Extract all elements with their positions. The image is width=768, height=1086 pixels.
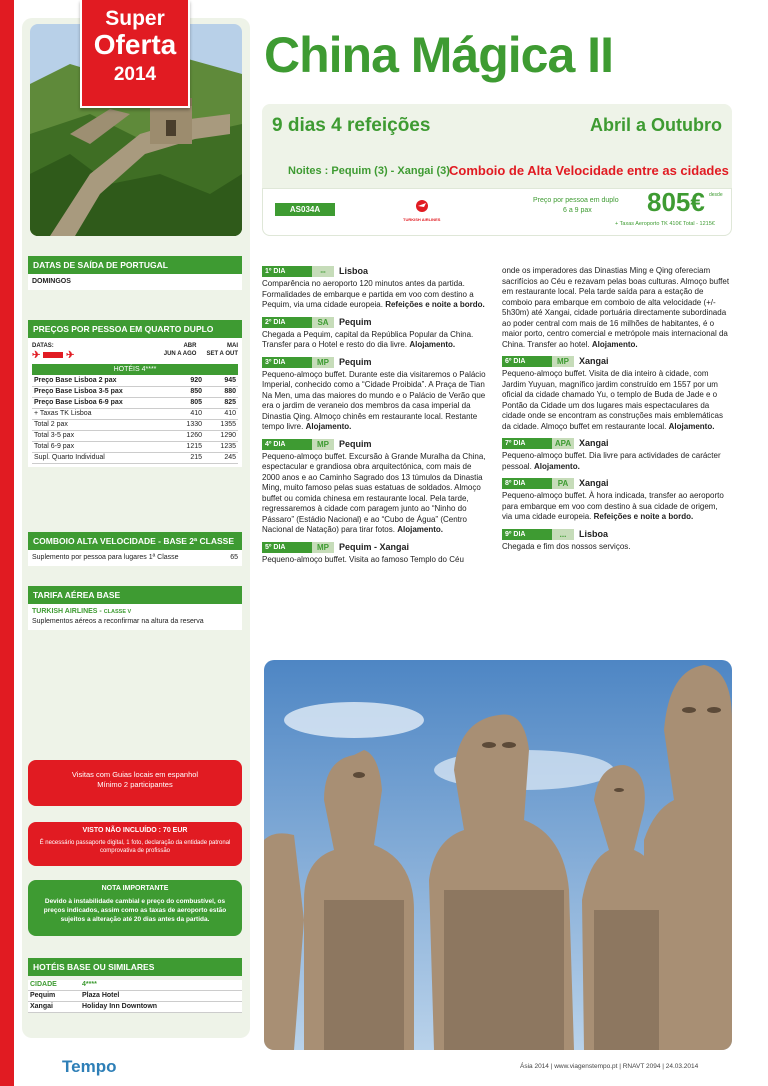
turkish-airlines-icon (412, 200, 432, 212)
col2-bottom: SET A OUT (206, 351, 238, 357)
class-label: CLASSE V (103, 609, 132, 615)
hotel-name: Holiday Inn Downtown (80, 1002, 242, 1013)
trip-code: AS034A (275, 203, 335, 216)
day-number: 7º DIA (502, 438, 552, 449)
section-header: TARIFA AÉREA BASE (28, 586, 242, 604)
day-number: 9º DIA (502, 529, 552, 540)
day-description: Pequeno-almoço buffet. Excursão à Grande Muralha da China, espectacular e grandiosa obra arquitectónica, com mais de 2000 anos e ao Caminho Sagrado dos 13 túmulos da Dinastia Ming, muito famoso pelas suas estatuas de soldados. Almoço buffet ou comida chinesa em restaurante local. Pela tarde, regressaremos à cidade com paragem junto ao “Ninho do Pássaro” (Estádio Nacional) e ao “Cubo de Água” (Centro Nacional de Natação) para tirar fotos. (262, 451, 486, 534)
meal-plan: APA (552, 438, 574, 449)
train-supplement-label: Suplemento por pessoa para lugares 1ª Classe (32, 554, 179, 561)
day-number: 5º DIA (262, 542, 312, 553)
meal-plan: MP (312, 542, 334, 553)
trip-summary-box (262, 104, 732, 236)
itinerary-day (262, 439, 490, 536)
day-number: 2º DIA (262, 317, 312, 328)
price-row-value: 1355 (204, 420, 238, 431)
day-destination: Pequim (339, 438, 372, 449)
day-number: 3º DIA (262, 357, 312, 368)
super-offer-badge (80, 0, 190, 108)
day-destination: Pequim (339, 316, 372, 327)
hotels-subheader: HOTÉIS 4**** (32, 364, 238, 375)
guides-line1: Visitas com Guias locais em espanhol (71, 770, 199, 779)
hotels-col-city: CIDADE (28, 980, 80, 991)
price-row (32, 409, 238, 420)
tempo-logo: Tempo (62, 1057, 117, 1076)
price-row-value: 1260 (170, 431, 204, 442)
section-header: DATAS DE SAÍDA DE PORTUGAL (28, 256, 242, 274)
prices-body (28, 338, 242, 467)
col1-bottom: JUN A AGO (163, 351, 197, 357)
day-destination: Xangai (579, 478, 609, 489)
price-row-value: 1215 (170, 442, 204, 453)
important-note-box (28, 880, 242, 936)
price-row-value: 825 (204, 398, 238, 409)
transport-icons: ✈ ✈ (32, 350, 75, 361)
itinerary-day (502, 438, 730, 472)
col1-top: ABR (183, 343, 197, 349)
day-description: Pequeno-almoço buffet. Durante este dia visitaremos o Palácio Imperial, conhecido como a “Cidade Proibida”. A Praça de Tian Na Men, uma das maiores do mundo e o Palácio de Verão que era o jardim de veraneio dos membros da casa imperial da Dinastia Qing. Almoço chinês em restaurante local. Restante tempo livre. (262, 369, 486, 431)
day-note: Refeições e noite a bordo. (593, 512, 694, 521)
price-row-value: 410 (170, 409, 204, 420)
day-description: Chegada a Pequim, capital da República Popular da China. Transfer para o Hotel e resto do dia livre. (262, 329, 474, 349)
price-value: 805€ (647, 187, 705, 217)
itinerary-day (502, 266, 730, 350)
day-header (502, 438, 730, 449)
visa-title: VISTO NÃO INCLUÍDO : 70 EUR (82, 827, 188, 834)
itinerary-day (502, 478, 730, 523)
day-header (262, 266, 490, 277)
train-supplement-value: 65 (230, 554, 238, 561)
section-header: HOTÉIS BASE OU SIMILARES (28, 958, 242, 976)
meal-plan: PA (552, 478, 574, 489)
day-number: 8º DIA (502, 478, 552, 489)
meal-plan: ... (552, 529, 574, 540)
prices-section (28, 320, 242, 467)
day-description: Comparência no aeroporto 120 minutos antes da partida. Formalidades de embarque e partida em voo com destino a Pequim, via uma cidade europeia. (262, 279, 474, 309)
itinerary-left-column (262, 266, 490, 571)
day-number: 1º DIA (262, 266, 312, 277)
price-row-label: Total 6-9 pax (32, 442, 170, 453)
price-row-value: 215 (170, 453, 204, 464)
page-title: China Mágica II (264, 27, 613, 83)
period: Abril a Outubro (590, 115, 722, 135)
price-desde: desde (709, 192, 723, 198)
itinerary-day (262, 542, 490, 566)
hotels-table (28, 980, 242, 1013)
air-fare-section (28, 586, 242, 630)
day-number: 4º DIA (262, 439, 312, 450)
day-destination: Pequim - Xangai (339, 541, 410, 552)
day-description: Pequeno-almoço buffet. Dia livre para actividades de carácter pessoal. (502, 451, 721, 471)
day-description: Chegada e fim dos nossos serviços. (502, 541, 631, 551)
price-row (32, 420, 238, 431)
day-description: Pequeno-almoço buffet. Visita de dia inteiro à cidade, com Jardim Yuyuan, magnífico jardim construído em 1557 por um oficial da cidade chamado Yu, o templo de Buda de Jade e o Pontão da Cidade um dos lugares mais espectaculares da cidade onde se encontram as construções mais emblemáticas da cidade. Almoço buffet em restaurante local. (502, 369, 723, 431)
airline-logo (403, 199, 440, 222)
price-row-value: 410 (204, 409, 238, 420)
left-accent-strip (0, 0, 14, 1086)
price-row (32, 398, 238, 409)
meal-plan: MP (312, 357, 334, 368)
taxes-note: + Taxas Aeroporto TK 410€ Total - 1215€ (615, 221, 715, 227)
visa-box (28, 822, 242, 866)
guides-line2: Mínimo 2 participantes (97, 780, 173, 789)
train-row (28, 550, 242, 566)
price-row (32, 453, 238, 464)
hotel-city: Pequim (28, 991, 80, 1002)
day-description: Pequeno-almoço buffet. À hora indicada, transfer ao aeroporto para embarque em voo com destino à sua cidade de origem, via uma cidade europeia. (502, 491, 724, 521)
day-header (262, 317, 490, 328)
price-row-value: 880 (204, 387, 238, 398)
air-body (28, 604, 242, 630)
badge-line1: Super (105, 7, 165, 30)
day-number: 6º DIA (502, 356, 552, 367)
meal-plan: MP (312, 439, 334, 450)
footer-reference: Ásia 2014 | www.viagenstempo.pt | RNAVT 2094 | 24.03.2014 (520, 1063, 699, 1070)
itinerary-day (262, 357, 490, 433)
price-row (32, 376, 238, 387)
departure-dates-section (28, 256, 242, 290)
day-note: Alojamento. (409, 340, 456, 349)
price-row (32, 442, 238, 453)
price-pax: 6 a 9 pax (563, 207, 592, 214)
price-columns-header (32, 342, 238, 360)
price-row-value: 1290 (204, 431, 238, 442)
price-row-label: Preço Base Lisboa 6-9 pax (32, 398, 170, 409)
airline-label: TURKISH AIRLINES - (32, 608, 102, 615)
price-row-value: 1330 (170, 420, 204, 431)
day-header (502, 356, 730, 367)
itinerary-day (262, 317, 490, 351)
section-header: COMBOIO ALTA VELOCIDADE - BASE 2ª CLASSE (28, 532, 242, 550)
day-header (502, 529, 730, 540)
duration: 9 dias 4 refeições (272, 115, 431, 136)
day-destination: Xangai (579, 356, 609, 367)
itinerary-right-column (502, 266, 730, 558)
price-row-label: Total 2 pax (32, 420, 170, 431)
badge-line2: Oferta (93, 29, 177, 60)
price-row-value: 920 (170, 376, 204, 387)
visa-text: É necessário passaporte digital, 1 foto, declaração da entidade patronal comprovativa de profissão (39, 840, 231, 854)
train-highlight: Comboio de Alta Velocidade entre as cidades (449, 163, 729, 178)
day-note: Refeições e noite a bordo. (385, 300, 485, 309)
meal-plan: MP (552, 356, 574, 367)
hotels-col-category: 4**** (80, 980, 242, 991)
col2-top: MAI (227, 343, 238, 349)
hotel-city: Xangai (28, 1002, 80, 1013)
air-note: Suplementos aéreos a reconfirmar na altura da reserva (32, 618, 204, 625)
section-header: PREÇOS POR PESSOA EM QUARTO DUPLO (28, 320, 242, 338)
dates-label: DATAS: (32, 343, 54, 349)
day-destination: Pequim (339, 356, 372, 367)
day-destination: Lisboa (339, 266, 369, 277)
price-row-value: 945 (204, 376, 238, 387)
itinerary-day (262, 266, 490, 311)
itinerary-day (502, 529, 730, 553)
hotels-section (28, 958, 242, 1013)
price-row-label: + Taxas TK Lisboa (32, 409, 170, 420)
day-header (262, 439, 490, 450)
day-note: Alojamento. (397, 525, 443, 534)
train-icon (43, 352, 63, 358)
day-destination: Xangai (579, 438, 609, 449)
meal-plan: -- (312, 266, 334, 277)
note-title: NOTA IMPORTANTE (101, 885, 169, 892)
departure-days: DOMINGOS (28, 274, 242, 290)
price-row-label: Supl. Quarto Individual (32, 453, 170, 464)
price-row (32, 431, 238, 442)
note-text: Devido à instabilidade cambial e preço do combustível, os preços indicados, assim como as taxas de aeroporto estão sujeitos a alteração até 20 dias antes da partida. (43, 898, 227, 923)
itinerary-day (502, 356, 730, 432)
price-row-label: Preço Base Lisboa 2 pax (32, 376, 170, 387)
day-destination: Lisboa (579, 528, 609, 539)
day-header (502, 478, 730, 489)
nights: Noites : Pequim (3) - Xangai (3) (288, 165, 450, 177)
day-note: Alojamento. (668, 421, 715, 431)
price-row-value: 805 (170, 398, 204, 409)
price-row-value: 1235 (204, 442, 238, 453)
guides-box (28, 760, 242, 806)
day-header (262, 542, 490, 553)
day-note: Alojamento. (591, 339, 638, 349)
price-strip (262, 188, 732, 236)
day-header (262, 357, 490, 368)
hotel-name: Plaza Hotel (80, 991, 242, 1002)
price-row-value: 245 (204, 453, 238, 464)
meal-plan: SA (312, 317, 334, 328)
badge-year: 2014 (113, 64, 157, 85)
price-label: Preço por pessoa em duplo (533, 197, 619, 204)
price-table (32, 376, 238, 464)
terracotta-warriors-image (264, 660, 732, 1050)
day-note: Alojamento. (534, 461, 580, 471)
train-section (28, 532, 242, 566)
price-row-label: Preço Base Lisboa 3-5 pax (32, 387, 170, 398)
price-row (32, 387, 238, 398)
day-description: Pequeno-almoço buffet. Visita ao famoso Templo do Céu (262, 554, 464, 564)
price-row-label: Total 3-5 pax (32, 431, 170, 442)
price-row-value: 850 (170, 387, 204, 398)
airline-name: TURKISH AIRLINES (403, 217, 441, 222)
day-description: onde os imperadores das Dinastias Ming e Qing ofereciam sacrifícios ao Céu e rezavam pelas boas culturas. Almoço buffet em restaurante local. Pela tarde saída para a estação de comboio para embarque em comboio de alta velocidade (+/- 5h30m) até Xangai, cidade portuária directamente subordinada ao poder central com mais de 16 milhões de habitantes, é o maior porto, centro comercial e metrópole mais internacional da China. Transfer ao hotel. (502, 266, 730, 349)
day-note: Alojamento. (305, 422, 352, 431)
